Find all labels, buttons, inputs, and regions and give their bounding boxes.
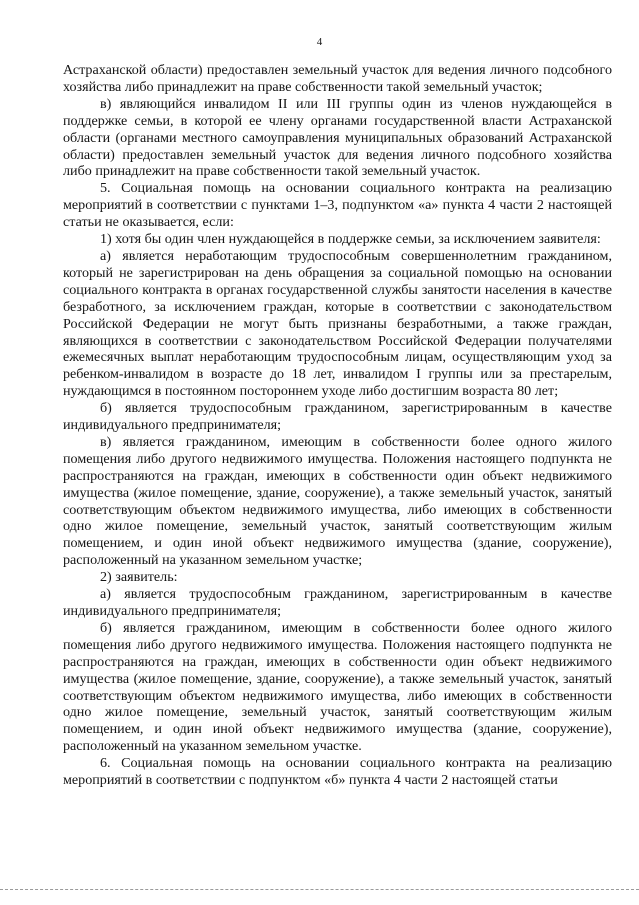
- paragraph-subitem-2a: а) является трудоспособным гражданином, зарегистрированным в качестве индивидуального предпринимателя;: [63, 586, 612, 619]
- paragraph-item-5: 5. Социальная помощь на основании социального контракта на реализацию мероприятий в соответствии с пунктами 1–3, подпунктом «а» пункта 4 части 2 настоящей статьи не оказывается, если:: [63, 180, 612, 231]
- paragraph-subitem-1b: б) является трудоспособным гражданином, зарегистрированным в качестве индивидуального предпринимателя;: [63, 400, 612, 434]
- paragraph-subitem-2b: б) является гражданином, имеющим в собственности более одного жилого помещения либо другого недвижимого имущества. Положения настоящего подпункта не распространяются на граждан, имеющих в собственности один объект недвижимого имущества (жилое помещение, здание, сооружение), а также земельный участок, занятый соответствующим объектом недвижимого имущества, либо имеющих в собственности одно жилое помещение, земельный участок, занятый соответствующим жилым помещением, и один иной объект недвижимого имущества (здание, сооружение), расположенный на указанном земельном участке.: [63, 619, 612, 755]
- paragraph-subitem-2: 2) заявитель:: [100, 569, 178, 586]
- paragraph-subitem-1v: в) является гражданином, имеющим в собственности более одного жилого помещения либо другого недвижимого имущества. Положения настоящего подпункта не распространяются на граждан, имеющих в собственности один объект недвижимого имущества (жилое помещение, здание, сооружение), а также земельный участок, занятый соответствующим объектом недвижимого имущества, либо имеющих в собственности одно жилое помещение, земельный участок, занятый соответствующим жилым помещением, и один иной объект недвижимого имущества (здание, сооружение), расположенный на указанном земельном участке;: [63, 433, 612, 569]
- document-body: [63, 62, 612, 789]
- paragraph-subitem-1a: а) является неработающим трудоспособным совершеннолетним гражданином, который не зарегистрирован на день обращения за социальной помощью на основании социального контракта в органах государственной службы занятости населения в качестве безработного, за исключением граждан, которые в соответствии с законодательством Российской Федерации не могут быть признаны безработными, а также граждан, являющихся в соответствии с законодательством Российской Федерации получателями ежемесячных выплат неработающим трудоспособным лицам, осуществляющим уход за ребенком-инвалидом в возрасте до 18 лет, инвалидом I группы или за престарелым, нуждающимся в постоянном постороннем уходе либо достигшим возраста 80 лет;: [63, 247, 612, 400]
- paragraph-continuation: Астраханской области) предоставлен земельный участок для ведения личного подсобного хозяйства либо принадлежит на праве собственности такой земельный участок;: [63, 62, 612, 95]
- scan-edge-line: [0, 889, 639, 890]
- page-number: 4: [316, 36, 323, 48]
- paragraph-item-6: 6. Социальная помощь на основании социального контракта на реализацию мероприятий в соответствии с подпунктом «б» пункта 4 части 2 настоящей статьи: [63, 755, 612, 789]
- paragraph-subitem-1: 1) хотя бы один член нуждающейся в поддержке семьи, за исключением заявителя:: [100, 231, 601, 248]
- paragraph-subitem-v-disabled: в) являющийся инвалидом II или III группы один из членов нуждающейся в поддержке семьи, в которой ее члену органами государственной власти Астраханской области (органами местного самоуправления муниципальных образований Астраханской области) предоставлен земельный участок для ведения личного подсобного хозяйства либо принадлежит на праве собственности такой земельный участок.: [63, 95, 612, 180]
